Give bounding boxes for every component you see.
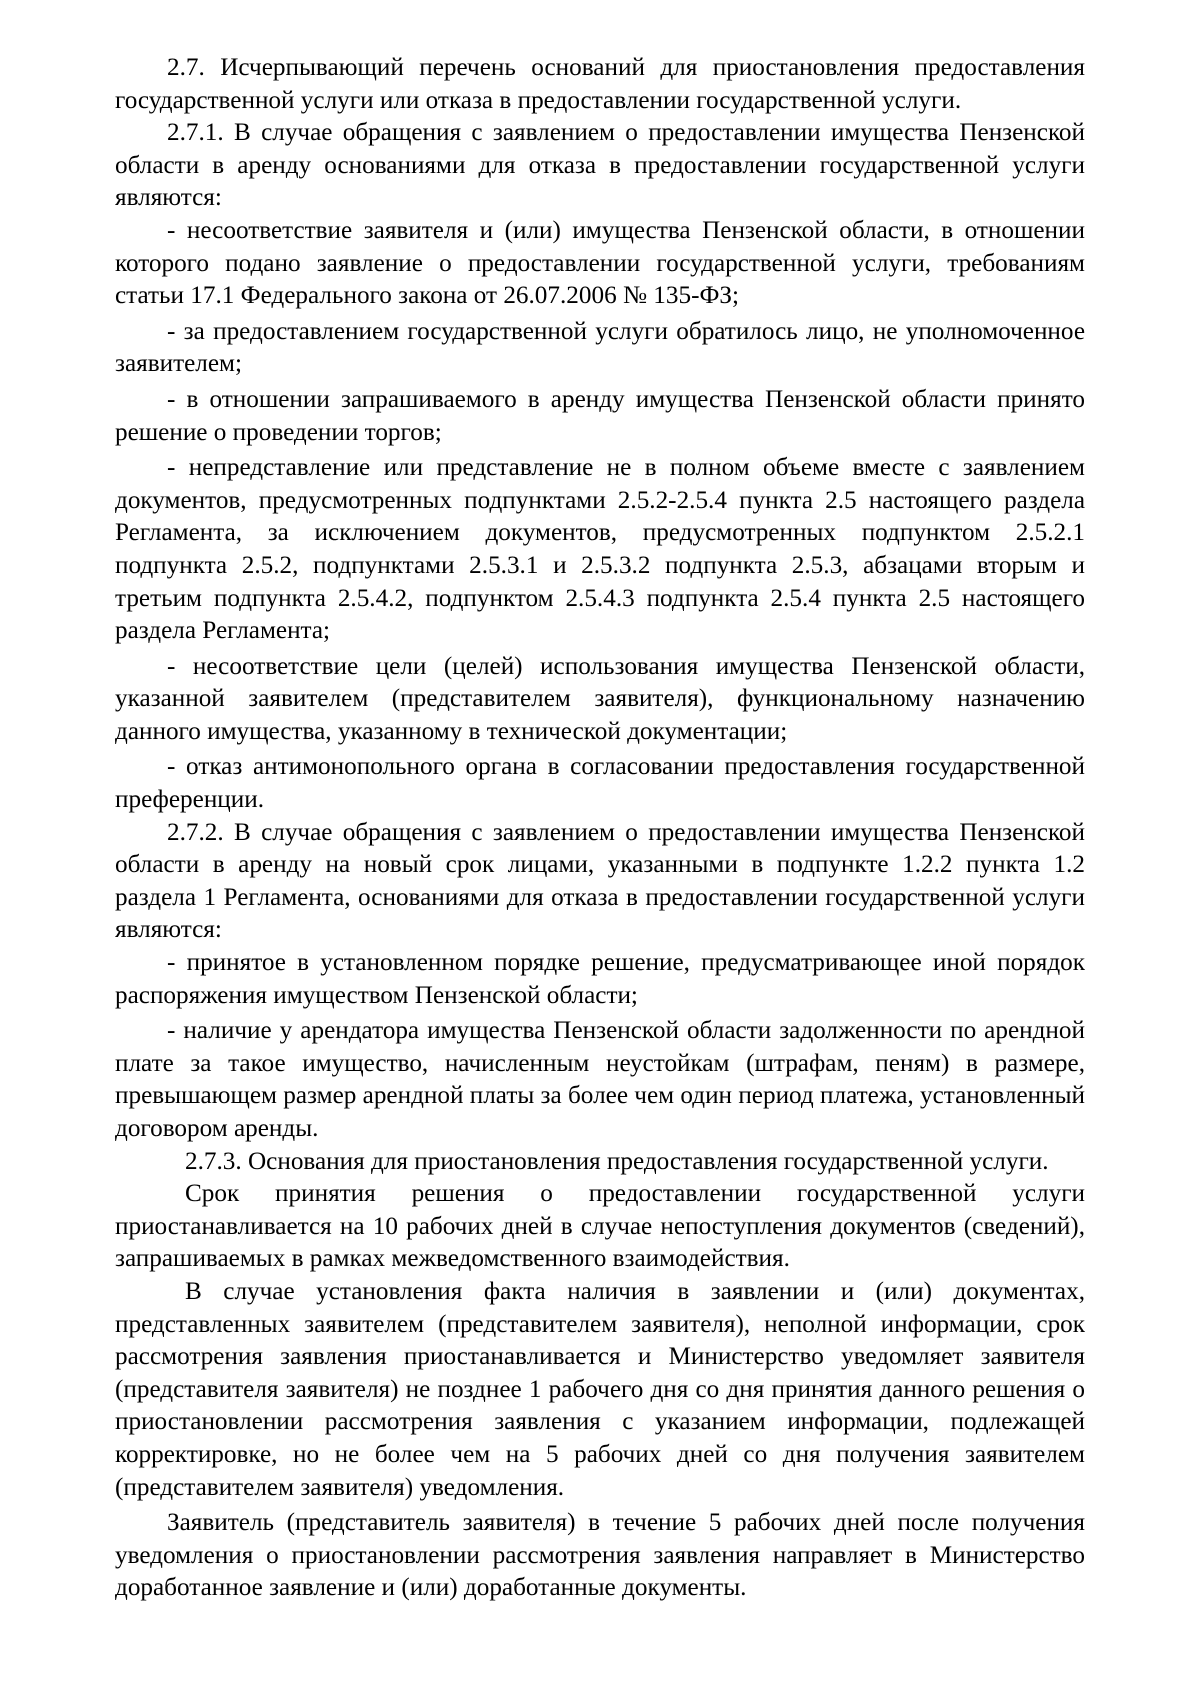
list-item: - за предоставлением государственной услуги обратилось лицо, не уполномоченное заявителем; [115,317,1085,378]
list-item: - в отношении запрашиваемого в аренду имущества Пензенской области принято решение о проведении торгов; [115,385,1085,446]
paragraph: Срок принятия решения о предоставлении государственной услуги приостанавливается на 10 рабочих дней в случае непоступления документов (сведений), запрашиваемых в рамках межведомственного взаимодействия. [115,1180,1085,1273]
list-item: - наличие у арендатора имущества Пензенской области задолженности по арендной плате за такое имущество, начисленным неустойкам (штрафам, пеням) в размере, превышающем размер арендной платы за более чем один период платежа, установленный договором аренды. [115,1017,1085,1142]
list-item: - непредставление или представление не в полном объеме вместе с заявлением документов, предусмотренных подпунктами 2.5.2-2.5.4 пункта 2.5 настоящего раздела Регламента, за исключением документов, предусмотренных подпунктом 2.5.2.1 подпункта 2.5.2, подпунктами 2.5.3.1 и 2.5.3.2 подпункта 2.5.3, абзацами вторым и третьим подпункта 2.5.4.2, подпунктом 2.5.4.3 подпункта 2.5.4 пункта 2.5 настоящего раздела Регламента; [115,454,1085,645]
paragraph-2-7-2: 2.7.2. В случае обращения с заявлением о предоставлении имущества Пензенской области в аренду на новый срок лицами, указанными в подпункте 1.2.2 пункта 1.2 раздела 1 Регламента, основаниями для отказа в предоставлении государственной услуги являются: [115,818,1085,944]
list-item: - несоответствие заявителя и (или) имущества Пензенской области, в отношении которого подано заявление о предоставлении государственной услуги, требованиям статьи 17.1 Федерального закона от 26.07.2006 № 135-ФЗ; [115,216,1085,310]
paragraph: Заявитель (представитель заявителя) в течение 5 рабочих дней после получения уведомления о приостановлении рассмотрения заявления направляет в Министерство доработанное заявление и (или) доработанные документы. [115,1509,1085,1602]
paragraph-2-7-3: 2.7.3. Основания для приостановления предоставления государственной услуги. [185,1147,1049,1175]
document-page [115,52,1085,1605]
list-item: - несоответствие цели (целей) использования имущества Пензенской области, указанной заявителем (представителем заявителя), функциональному назначению данного имущества, указанному в технической документации; [115,652,1085,745]
section-heading-2-7: 2.7. Исчерпывающий перечень оснований для приостановления предоставления государственной услуги или отказа в предоставлении государственной услуги. [115,54,1085,114]
paragraph-2-7-1: 2.7.1. В случае обращения с заявлением о предоставлении имущества Пензенской области в аренду основаниями для отказа в предоставлении государственной услуги являются: [115,119,1085,212]
list-item: - принятое в установленном порядке решение, предусматривающее иной порядок распоряжения имуществом Пензенской области; [115,949,1085,1009]
paragraph: В случае установления факта наличия в заявлении и (или) документах, представленных заявителем (представителем заявителя), неполной информации, срок рассмотрения заявления приостанавливается и Министерство уведомляет заявителя (представителя заявителя) не позднее 1 рабочего дня со дня принятия данного решения о приостановлении рассмотрения заявления с указанием информации, подлежащей корректировке, но не более чем на 5 рабочих дней со дня получения заявителем (представителем заявителя) уведомления. [115,1277,1085,1501]
list-item: - отказ антимонопольного органа в согласовании предоставления государственной преференции. [115,753,1085,814]
